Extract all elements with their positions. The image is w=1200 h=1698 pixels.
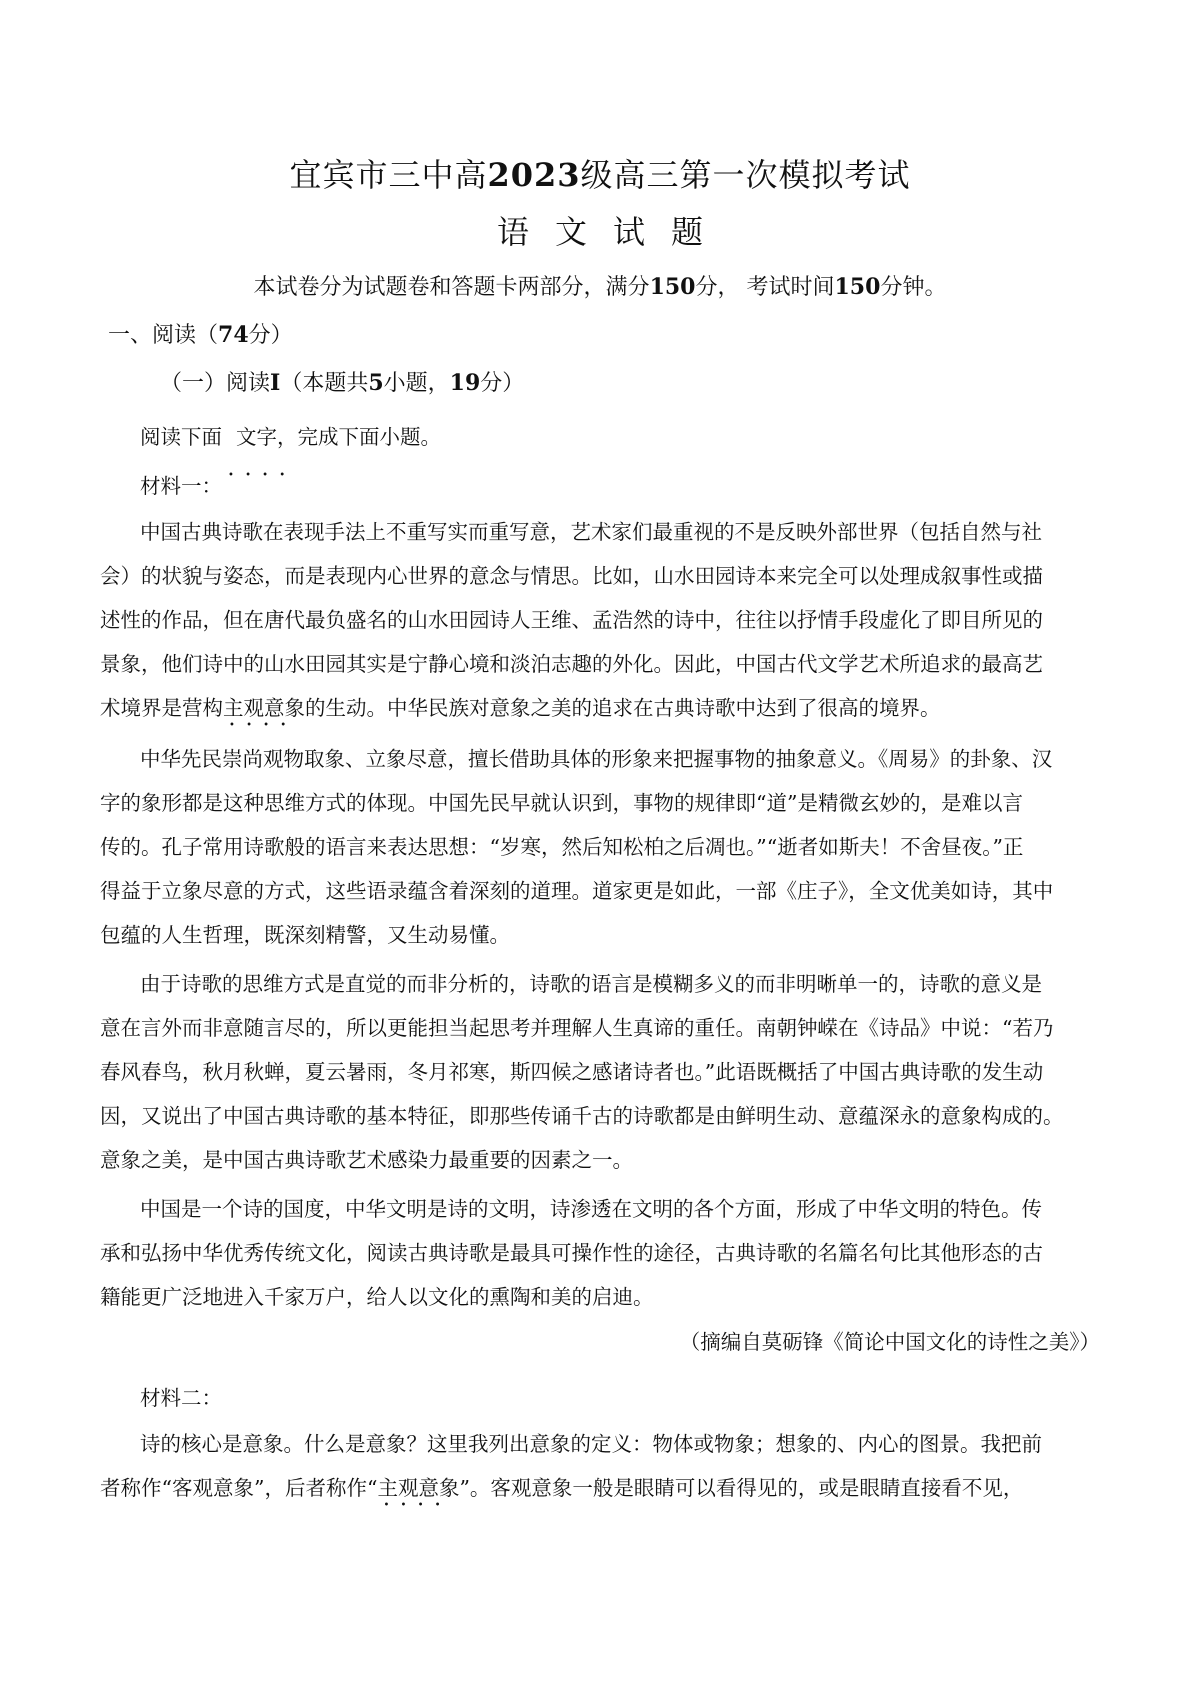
paragraph-line: 意在言外而非意随言尽的，所以更能担当起思考并理解人生真谛的重任。南朝钟嵘在《诗品》中说：“若乃	[100, 1016, 1054, 1040]
material2-label: 材料二：	[140, 1386, 222, 1410]
exam-subtitle: 语文试题	[496, 213, 729, 251]
paragraph-line: 述性的作品，但在唐代最负盛名的山水田园诗人王维、孟浩然的诗中，往往以抒情手段虚化了即目所见的	[100, 608, 1043, 632]
paragraph-line: 由于诗歌的思维方式是直觉的而非分析的，诗歌的语言是模糊多义的而非明晰单一的，诗歌的意义是	[140, 972, 1042, 996]
paragraph-line: 意象之美，是中国古典诗歌艺术感染力最重要的因素之一。	[100, 1148, 633, 1172]
paragraph-line: 籍能更广泛地进入千家万户，给人以文化的熏陶和美的启迪。	[100, 1285, 654, 1309]
subsection-heading: （一）阅读I（本题共5小题，19分）	[160, 370, 525, 396]
paragraph-line: 包蕴的人生哲理，既深刻精警，又生动易懂。	[100, 923, 510, 947]
instruction-text: 阅读下面 文字，完成下面小题。	[140, 425, 441, 449]
paragraph-line: 中华先民崇尚观物取象、立象尽意，擅长借助具体的形象来把握事物的抽象意义。《周易》的卦象、汉	[140, 747, 1053, 771]
material1-label: 材料一：	[140, 474, 222, 498]
paragraph-line: 会）的状貌与姿态，而是表现内心世界的意念与情思。比如，山水田园诗本来完全可以处理成叙事性或描	[100, 564, 1043, 588]
paragraph-line: 字的象形都是这种思维方式的体现。中国先民早就认识到，事物的规律即“道”是精微玄妙的，是难以言	[100, 791, 1023, 815]
paragraph-line: 承和弘扬中华优秀传统文化，阅读古典诗歌是最具可操作性的途径，古典诗歌的名篇名句比其他形态的古	[100, 1241, 1043, 1265]
paragraph-line: 者称作“客观意象”，后者称作“主观意象 • • • •”。客观意象一般是眼睛可以看得见的，或是眼睛直接看不见，	[100, 1474, 1023, 1502]
source-citation: （摘编自莫砺锋《简论中国文化的诗性之美》）	[679, 1330, 1100, 1354]
exam-intro: 本试卷分为试题卷和答题卡两部分，满分150分， 考试时间150分钟。	[253, 274, 947, 300]
paragraph-line: 中国古典诗歌在表现手法上不重写实而重写意，艺术家们最重视的不是反映外部世界（包括自然与社	[140, 520, 1042, 544]
section-heading: 一、阅读（74分）	[108, 322, 293, 348]
emphasis-dotted: 主观意象 • • • •	[377, 1474, 459, 1502]
paragraph-line: 春风春鸟，秋月秋蝉，夏云暑雨，冬月祁寒，斯四候之感诸诗者也。”此语既概括了中国古典诗歌的发生动	[100, 1060, 1044, 1084]
paragraph-line: 得益于立象尽意的方式，这些语录蕴含着深刻的道理。道家更是如此，一部《庄子》，全文优美如诗，其中	[100, 879, 1054, 903]
paragraph-line: 因，又说出了中国古典诗歌的基本特征，即那些传诵千古的诗歌都是由鲜明生动、意蕴深永的意象构成的。	[100, 1104, 1064, 1128]
paragraph-line: 传的。孔子常用诗歌般的语言来表达思想：“岁寒，然后知松柏之后凋也。”“逝者如斯夫！不舍昼夜。”正	[100, 835, 1024, 859]
paragraph-line: 诗的核心是意象。什么是意象？这里我列出意象的定义：物体或物象；想象的、内心的图景。我把前	[140, 1432, 1042, 1456]
paragraph-line: 中国是一个诗的国度，中华文明是诗的文明，诗渗透在文明的各个方面，形成了中华文明的特色。传	[140, 1197, 1042, 1221]
paragraph-line: 术境界是营构主观意象 • • • •的生动。中华民族对意象之美的追求在古典诗歌中达到了很高的境界。	[100, 694, 941, 722]
paragraph-line: 景象，他们诗中的山水田园其实是宁静心境和淡泊志趣的外化。因此，中国古代文学艺术所追求的最高艺	[100, 652, 1043, 676]
emphasis-dotted: 主观意象 • • • •	[223, 694, 305, 722]
exam-title: 宜宾市三中高2023级高三第一次模拟考试	[289, 156, 911, 194]
